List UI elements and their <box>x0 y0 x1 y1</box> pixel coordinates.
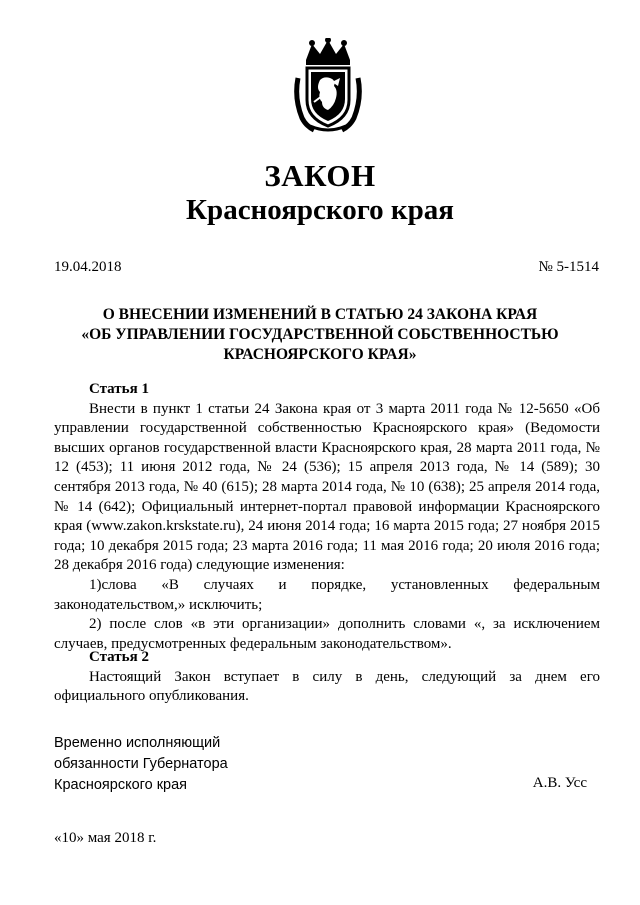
coat-of-arms-icon <box>292 38 364 133</box>
article-1-item-1: 1)слова «В случаях и порядке, установленных федеральным законодательством,» исключить; <box>54 576 600 613</box>
document-title: ЗАКОН <box>264 158 376 193</box>
heading-line: КРАСНОЯРСКОГО КРАЯ» <box>223 346 417 363</box>
document-subtitle: Красноярского края <box>186 194 454 226</box>
signatory-line: Временно исполняющий <box>54 735 221 751</box>
article-1 <box>54 380 600 654</box>
signing-date: «10» мая 2018 г. <box>54 830 157 846</box>
article-2 <box>54 648 600 707</box>
signatory-line: Красноярского края <box>54 777 188 793</box>
article-2-title: Статья 2 <box>89 649 149 665</box>
signatory-name: А.В. Усс <box>532 775 587 791</box>
heading-line: «ОБ УПРАВЛЕНИИ ГОСУДАРСТВЕННОЙ СОБСТВЕННОСТЬЮ <box>81 326 559 343</box>
signatory-position <box>54 733 228 796</box>
law-heading <box>40 305 600 365</box>
article-1-item-2: 2) после слов «в эти организации» дополнить словами «, за исключением случаев, предусмотренных федеральным законодательством». <box>54 616 600 652</box>
article-2-text: Настоящий Закон вступает в силу в день, следующий за днем его официального опубликования. <box>54 668 600 705</box>
law-number: № 5-1514 <box>538 259 599 275</box>
signatory-line: обязанности Губернатора <box>54 756 228 772</box>
article-1-intro: Внести в пункт 1 статьи 24 Закона края от 3 марта 2011 года № 12-5650 «Об управлении государственной собственностью Красноярского края» (Ведомости высших органов государственной власти Красноярского края, 28 марта 2011 года, № 12 (453); 11 июня 2012 года, № 24 (536); 15 апреля 2013 года, № 14 (589); 30 сентября 2013 года, № 40 (615); 28 марта 2014 года, № 10 (638); 25 апреля 2014 года, № 14 (642); Официальный интернет-портал правовой информации Красноярского края (www.zakon.krskstate.ru), 24 июня 2014 года; 16 марта 2015 года; 27 ноября 2015 года; 10 декабря 2015 года; 23 марта 2016 года; 11 мая 2016 года; 20 июля 2016 года; 28 декабря 2016 года) следующие изменения: <box>54 400 600 574</box>
heading-line: О ВНЕСЕНИИ ИЗМЕНЕНИЙ В СТАТЬЮ 24 ЗАКОНА КРАЯ <box>102 306 538 323</box>
article-1-title: Статья 1 <box>89 381 149 397</box>
law-date: 19.04.2018 <box>54 259 122 275</box>
